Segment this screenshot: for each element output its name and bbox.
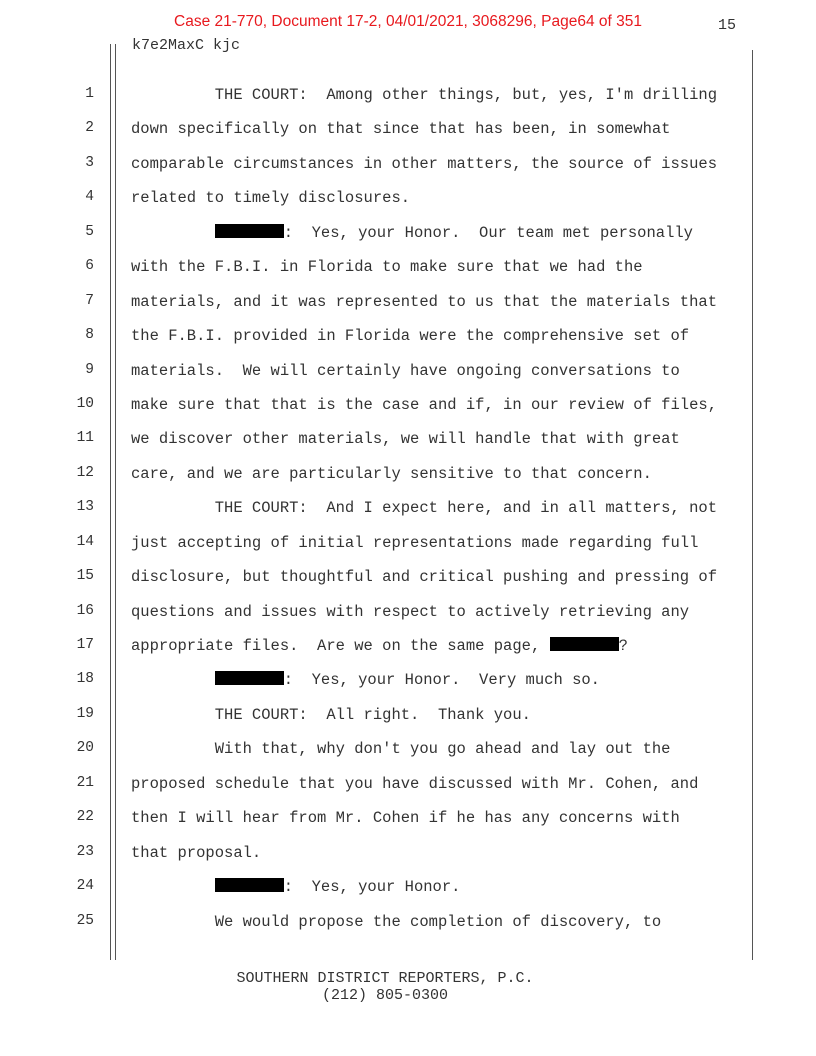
transcript-line bbox=[0, 250, 816, 284]
line-number: 3 bbox=[85, 154, 94, 171]
transcript-line bbox=[0, 629, 816, 663]
transcript-line bbox=[0, 905, 816, 939]
line-number: 4 bbox=[85, 189, 94, 206]
line-number: 12 bbox=[76, 464, 94, 481]
line-number: 5 bbox=[85, 223, 94, 240]
line-text bbox=[131, 120, 671, 138]
line-number: 20 bbox=[76, 740, 94, 757]
transcript-line bbox=[0, 526, 816, 560]
transcript-line bbox=[0, 181, 816, 215]
transcript-line bbox=[0, 388, 816, 422]
line-text-segment: materials. We will certainly have ongoing conversations to bbox=[131, 361, 680, 380]
line-text-segment: appropriate files. Are we on the same page, bbox=[131, 637, 550, 655]
line-text bbox=[131, 362, 680, 380]
line-text-segment: THE COURT: And I expect here, and in all matters, not bbox=[131, 499, 717, 518]
transcript-line bbox=[0, 216, 816, 250]
line-number: 14 bbox=[76, 533, 94, 550]
line-text-segment bbox=[131, 671, 215, 689]
line-text-segment: comparable circumstances in other matters, the source of issues bbox=[131, 154, 717, 173]
line-text-segment: We would propose the completion of discovery, to bbox=[131, 912, 662, 931]
line-number: 25 bbox=[76, 912, 94, 929]
line-number: 17 bbox=[76, 637, 94, 653]
line-number: 15 bbox=[76, 568, 94, 585]
transcript-line bbox=[0, 285, 816, 319]
line-text bbox=[131, 878, 460, 896]
line-text bbox=[131, 499, 717, 517]
line-number: 21 bbox=[76, 774, 94, 791]
case-filing-header: Case 21-770, Document 17-2, 04/01/2021, 3068296, Page64 of 351 bbox=[174, 13, 642, 30]
line-text bbox=[131, 396, 717, 414]
line-number: 8 bbox=[85, 327, 94, 344]
line-text-segment: we discover other materials, we will handle that with great bbox=[131, 430, 680, 449]
line-text-segment: THE COURT: Among other things, but, yes, I'm drilling bbox=[131, 86, 717, 104]
line-text bbox=[131, 637, 628, 655]
line-text bbox=[131, 809, 680, 827]
line-text-segment: : Yes, your Honor. Very much so. bbox=[283, 671, 600, 690]
line-text bbox=[131, 327, 689, 345]
line-text-segment: : Yes, your Honor. bbox=[283, 878, 461, 897]
line-text-segment: proposed schedule that you have discussed with Mr. Cohen, and bbox=[131, 774, 699, 793]
footer-reporter-name: SOUTHERN DISTRICT REPORTERS, P.C. bbox=[236, 970, 534, 987]
redaction-box bbox=[215, 671, 284, 685]
transcript-line bbox=[0, 319, 816, 353]
transcript-line bbox=[0, 422, 816, 456]
line-text-segment: THE COURT: All right. Thank you. bbox=[131, 705, 531, 724]
line-text bbox=[131, 155, 717, 173]
line-text-segment: disclosure, but thoughtful and critical pushing and pressing of bbox=[131, 568, 717, 587]
transcript-line bbox=[0, 560, 816, 594]
line-text bbox=[131, 844, 261, 862]
line-text-segment: ? bbox=[618, 637, 628, 655]
line-text-segment: related to timely disclosures. bbox=[131, 189, 411, 208]
redaction-box bbox=[550, 637, 619, 651]
line-text bbox=[131, 775, 698, 793]
line-text bbox=[131, 913, 661, 931]
line-text-segment: down specifically on that since that has been, in somewhat bbox=[131, 120, 671, 139]
line-text-segment: just accepting of initial representations made regarding full bbox=[131, 533, 699, 552]
line-number: 11 bbox=[76, 430, 94, 447]
transcript-line bbox=[0, 732, 816, 766]
line-number: 7 bbox=[85, 292, 94, 309]
line-number: 22 bbox=[76, 809, 94, 826]
line-number: 18 bbox=[76, 671, 94, 688]
transcript-line bbox=[0, 801, 816, 835]
line-text-segment: that proposal. bbox=[131, 843, 262, 862]
footer-phone: (212) 805-0300 bbox=[321, 987, 449, 1004]
transcript-line bbox=[0, 147, 816, 181]
line-number: 1 bbox=[85, 86, 94, 102]
transcript-line bbox=[0, 663, 816, 697]
line-number: 16 bbox=[76, 602, 94, 619]
line-text bbox=[131, 189, 410, 207]
transcript-line bbox=[0, 698, 816, 732]
line-text-segment bbox=[131, 224, 215, 242]
line-text-segment: With that, why don't you go ahead and lay out the bbox=[131, 740, 671, 759]
line-number: 24 bbox=[76, 878, 94, 895]
line-text bbox=[131, 740, 671, 758]
line-number: 19 bbox=[76, 705, 94, 722]
transcript-line bbox=[0, 836, 816, 870]
line-text bbox=[131, 568, 717, 586]
line-text-segment: then I will hear from Mr. Cohen if he has any concerns with bbox=[131, 809, 680, 828]
line-text-segment: with the F.B.I. in Florida to make sure that we had the bbox=[131, 258, 643, 277]
line-text bbox=[131, 671, 600, 689]
line-text-segment: materials, and it was represented to us that the materials that bbox=[131, 292, 717, 311]
line-text-segment: care, and we are particularly sensitive to that concern. bbox=[131, 464, 652, 483]
line-text bbox=[131, 534, 698, 552]
line-number: 2 bbox=[85, 120, 94, 137]
page-number: 15 bbox=[717, 17, 736, 34]
line-text bbox=[131, 86, 717, 104]
line-number: 23 bbox=[76, 843, 94, 860]
transcript-line bbox=[0, 595, 816, 629]
transcript-line bbox=[0, 870, 816, 904]
line-number: 13 bbox=[76, 499, 94, 516]
line-text bbox=[131, 603, 689, 621]
redaction-box bbox=[215, 224, 284, 238]
line-text bbox=[131, 706, 531, 724]
reporter-id: k7e2MaxC kjc bbox=[132, 37, 241, 54]
line-text-segment: questions and issues with respect to actively retrieving any bbox=[131, 602, 690, 621]
line-text bbox=[131, 430, 680, 448]
transcript-line bbox=[0, 112, 816, 146]
transcript-line bbox=[0, 491, 816, 525]
transcript-line bbox=[0, 457, 816, 491]
line-text bbox=[131, 465, 652, 483]
line-text-segment: the F.B.I. provided in Florida were the comprehensive set of bbox=[131, 327, 690, 346]
line-text-segment: : Yes, your Honor. Our team met personally bbox=[283, 223, 693, 242]
line-text bbox=[131, 258, 643, 276]
transcript-line bbox=[0, 354, 816, 388]
transcript-line bbox=[0, 767, 816, 801]
redaction-box bbox=[215, 878, 284, 892]
line-number: 6 bbox=[85, 258, 94, 275]
line-number: 9 bbox=[85, 361, 94, 378]
line-text bbox=[131, 293, 717, 311]
line-text-segment: make sure that that is the case and if, in our review of files, bbox=[131, 395, 717, 414]
transcript-body bbox=[0, 78, 816, 939]
line-number: 10 bbox=[76, 395, 94, 412]
line-text bbox=[131, 224, 693, 242]
line-text-segment bbox=[131, 878, 215, 896]
transcript-line bbox=[0, 78, 816, 112]
